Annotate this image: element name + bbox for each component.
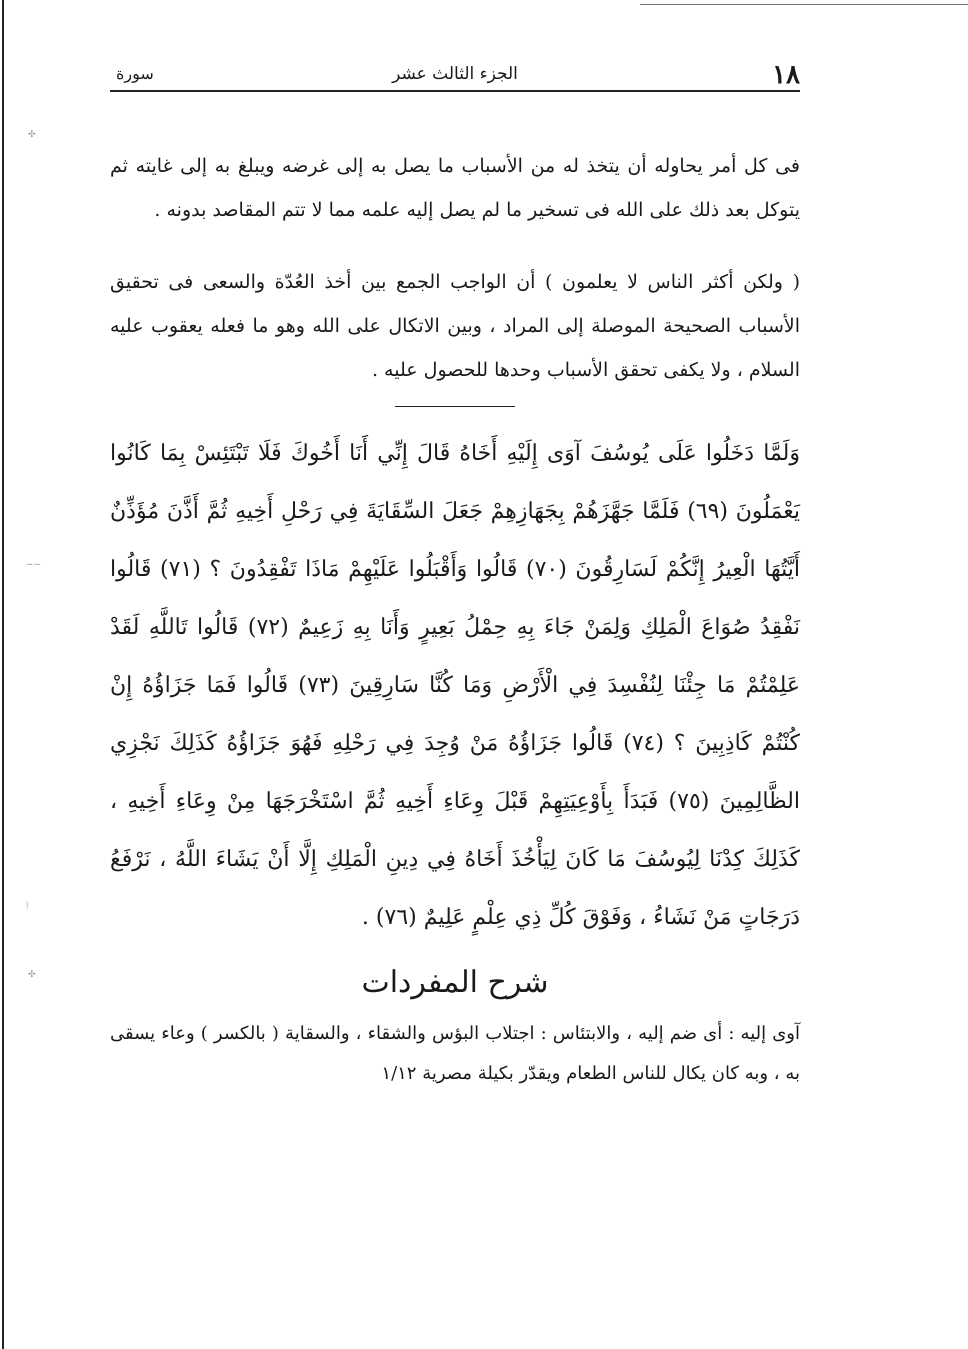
- page-header: [110, 50, 800, 92]
- page-content: [110, 50, 800, 1094]
- running-title: الجزء الثالث عشر: [392, 64, 518, 84]
- page-edge-line: [2, 0, 4, 1349]
- section-divider: [395, 406, 515, 407]
- margin-mark: ✣: [28, 970, 36, 980]
- margin-mark: ⁞: [26, 901, 29, 911]
- margin-mark: ✣: [28, 130, 36, 140]
- top-rule: [640, 4, 968, 5]
- vocabulary-explanation: آوى إليه : أى ضم إليه ، والابتئاس : اجتلاب البؤس والشقاء ، والسقاية ( بالكسر ) وعاء يسقى به ، وبه كان يكال للناس الطعام ويقدّر بكيلة مصرية ١/١٢: [110, 1023, 800, 1084]
- surah-label: سورة: [116, 64, 154, 83]
- margin-mark: ~~: [26, 560, 42, 570]
- quran-verses: وَلَمَّا دَخَلُوا عَلَى يُوسُفَ آوَى إِلَيْهِ أَخَاهُ قَالَ إِنِّي أَنَا أَخُوكَ فَلَا تَبْتَئِسْ بِمَا كَانُوا يَعْمَلُونَ (٦٩) فَلَمَّا جَهَّزَهُمْ بِجَهَازِهِمْ جَعَلَ السِّقَايَةَ فِي رَحْلِ أَخِيهِ ثُمَّ أَذَّنَ مُؤَذِّنٌ أَيَّتُهَا الْعِيرُ إِنَّكُمْ لَسَارِقُونَ (٧٠) قَالُوا وَأَقْبَلُوا عَلَيْهِمْ مَاذَا تَفْقِدُونَ ؟ (٧١) قَالُوا نَفْقِدُ صُوَاعَ الْمَلِكِ وَلِمَنْ جَاءَ بِهِ حِمْلُ بَعِيرٍ وَأَنَا بِهِ زَعِيمٌ (٧٢) قَالُوا تَاللَّهِ لَقَدْ عَلِمْتُمْ مَا جِئْنَا لِنُفْسِدَ فِي الْأَرْضِ وَمَا كُنَّا سَارِقِينَ (٧٣) قَالُوا فَمَا جَزَاؤُهُ إِنْ كُنْتُمْ كَاذِبِينَ ؟ (٧٤) قَالُوا جَزَاؤُهُ مَنْ وُجِدَ فِي رَحْلِهِ فَهُوَ جَزَاؤُهُ كَذَلِكَ نَجْزِي الظَّالِمِينَ (٧٥) فَبَدَأَ بِأَوْعِيَتِهِمْ قَبْلَ وِعَاءِ أَخِيهِ ثُمَّ اسْتَخْرَجَهَا مِنْ وِعَاءِ أَخِيهِ ، كَذَلِكَ كِدْنَا لِيُوسُفَ مَا كَانَ لِيَأْخُذَ أَخَاهُ فِي دِينِ الْمَلِكِ إِلَّا أَنْ يَشَاءَ اللَّهُ ، نَرْفَعُ دَرَجَاتٍ مَنْ نَشَاءُ ، وَفَوْقَ كُلِّ ذِي عِلْمٍ عَلِيمٌ (٧٦) .: [110, 441, 801, 930]
- section-heading: شرح المفردات: [361, 965, 549, 1000]
- page-number: ١٨: [772, 60, 800, 90]
- body-paragraph: ( ولكن أكثر الناس لا يعلمون ) أن الواجب الجمع بين أخذ العُدّة والسعى فى تحقيق الأسباب الصحيحة الموصلة إلى المراد ، وبين الاتكال على الله وهو ما فعله يعقوب عليه السلام ، ولا يكفى تحقق الأسباب وحدها للحصول عليه .: [110, 271, 800, 381]
- body-paragraph: فى كل أمر يحاوله أن يتخذ له من الأسباب ما يصل به إلى غرضه ويبلغ به إلى غايته ثم يتوكل بعد ذلك على الله فى تسخير ما لم يصل إليه علمه مما لا تتم المقاصد بدونه .: [110, 155, 800, 221]
